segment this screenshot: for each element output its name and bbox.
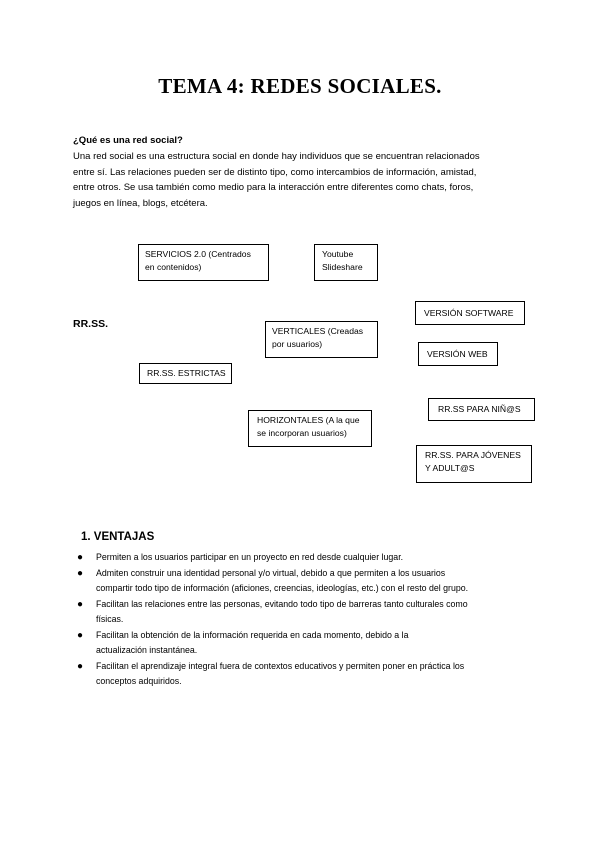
box-line: Slideshare [322,262,363,272]
box-servicios [138,244,269,281]
list-item-line: Facilitan la obtención de la información requerida en cada momento, debido a la [96,629,409,640]
list-item [77,659,557,690]
bullet-icon: ● [77,552,84,563]
box-line: Youtube [322,249,354,259]
list-item-line: actualización instantánea. [96,645,198,655]
box-line: VERTICALES (Creadas [272,326,364,336]
box-line: por usuarios) [272,339,323,349]
list-item [77,566,557,597]
list-item-line: Facilitan las relaciones entre las personas, evitando todo tipo de barreras tanto culturales como [96,598,468,609]
list-item-line: compartir todo tipo de información (aficiones, creencias, ideologías, etc.) con el resto del grupo. [96,583,469,593]
section-heading: 1. VENTAJAS [81,531,155,543]
box-horizontales [248,410,372,447]
intro-line: juegos en línea, blogs, etcétera. [73,197,208,209]
bullet-icon: ● [77,629,84,641]
intro-line: entre sí. Las relaciones pueden ser de distinto tipo, como intercambios de información, amistad, [73,166,477,178]
advantages-list [77,550,557,690]
intro-line: entre otros. Se usa también como medio para la interacción entre diferentes como chats, foros, [73,182,474,193]
box-line: RR.SS. ESTRICTAS [147,368,226,378]
box-version-software [415,301,525,325]
diagram-root-label: RR.SS. [73,318,109,330]
box-line: se incorporan usuarios) [257,428,347,438]
bullet-icon: ● [77,598,84,610]
list-item-line: conceptos adquiridos. [96,676,182,686]
box-version-web [418,342,498,366]
box-line: RR.SS PARA NIÑ@S [438,404,521,414]
box-verticales [265,321,378,358]
box-line: VERSIÓN WEB [427,349,488,359]
bullet-icon: ● [77,660,84,672]
list-item-line: físicas. [96,614,124,624]
box-estrictas [139,363,232,384]
list-item-line: Permiten a los usuarios participar en un proyecto en red desde cualquier lugar. [96,552,404,562]
box-line: RR.SS. PARA JÓVENES [425,450,521,460]
box-youtube [314,244,378,281]
list-item-line: Facilitan el aprendizaje integral fuera de contextos educativos y permiten poner en práctica los [96,660,465,671]
box-line: en contenidos) [145,262,202,272]
list-item [77,597,557,628]
list-item [77,628,557,659]
box-line: SERVICIOS 2.0 (Centrados [145,249,251,259]
box-jovenes [416,445,532,483]
box-line: Y ADULT@S [425,463,475,473]
bullet-icon: ● [77,567,84,579]
intro-line: Una red social es una estructura social en donde hay individuos que se encuentran relacionados [73,151,480,162]
box-line: VERSIÓN SOFTWARE [424,308,514,318]
box-line: HORIZONTALES (A la que [257,415,360,425]
list-item [77,550,557,566]
page-title: TEMA 4: REDES SOCIALES. [158,74,442,98]
list-item-line: Admiten construir una identidad personal y/o virtual, debido a que permiten a los usuarios [96,567,446,578]
question-heading: ¿Qué es una red social? [73,135,183,146]
box-ninos [428,398,535,421]
